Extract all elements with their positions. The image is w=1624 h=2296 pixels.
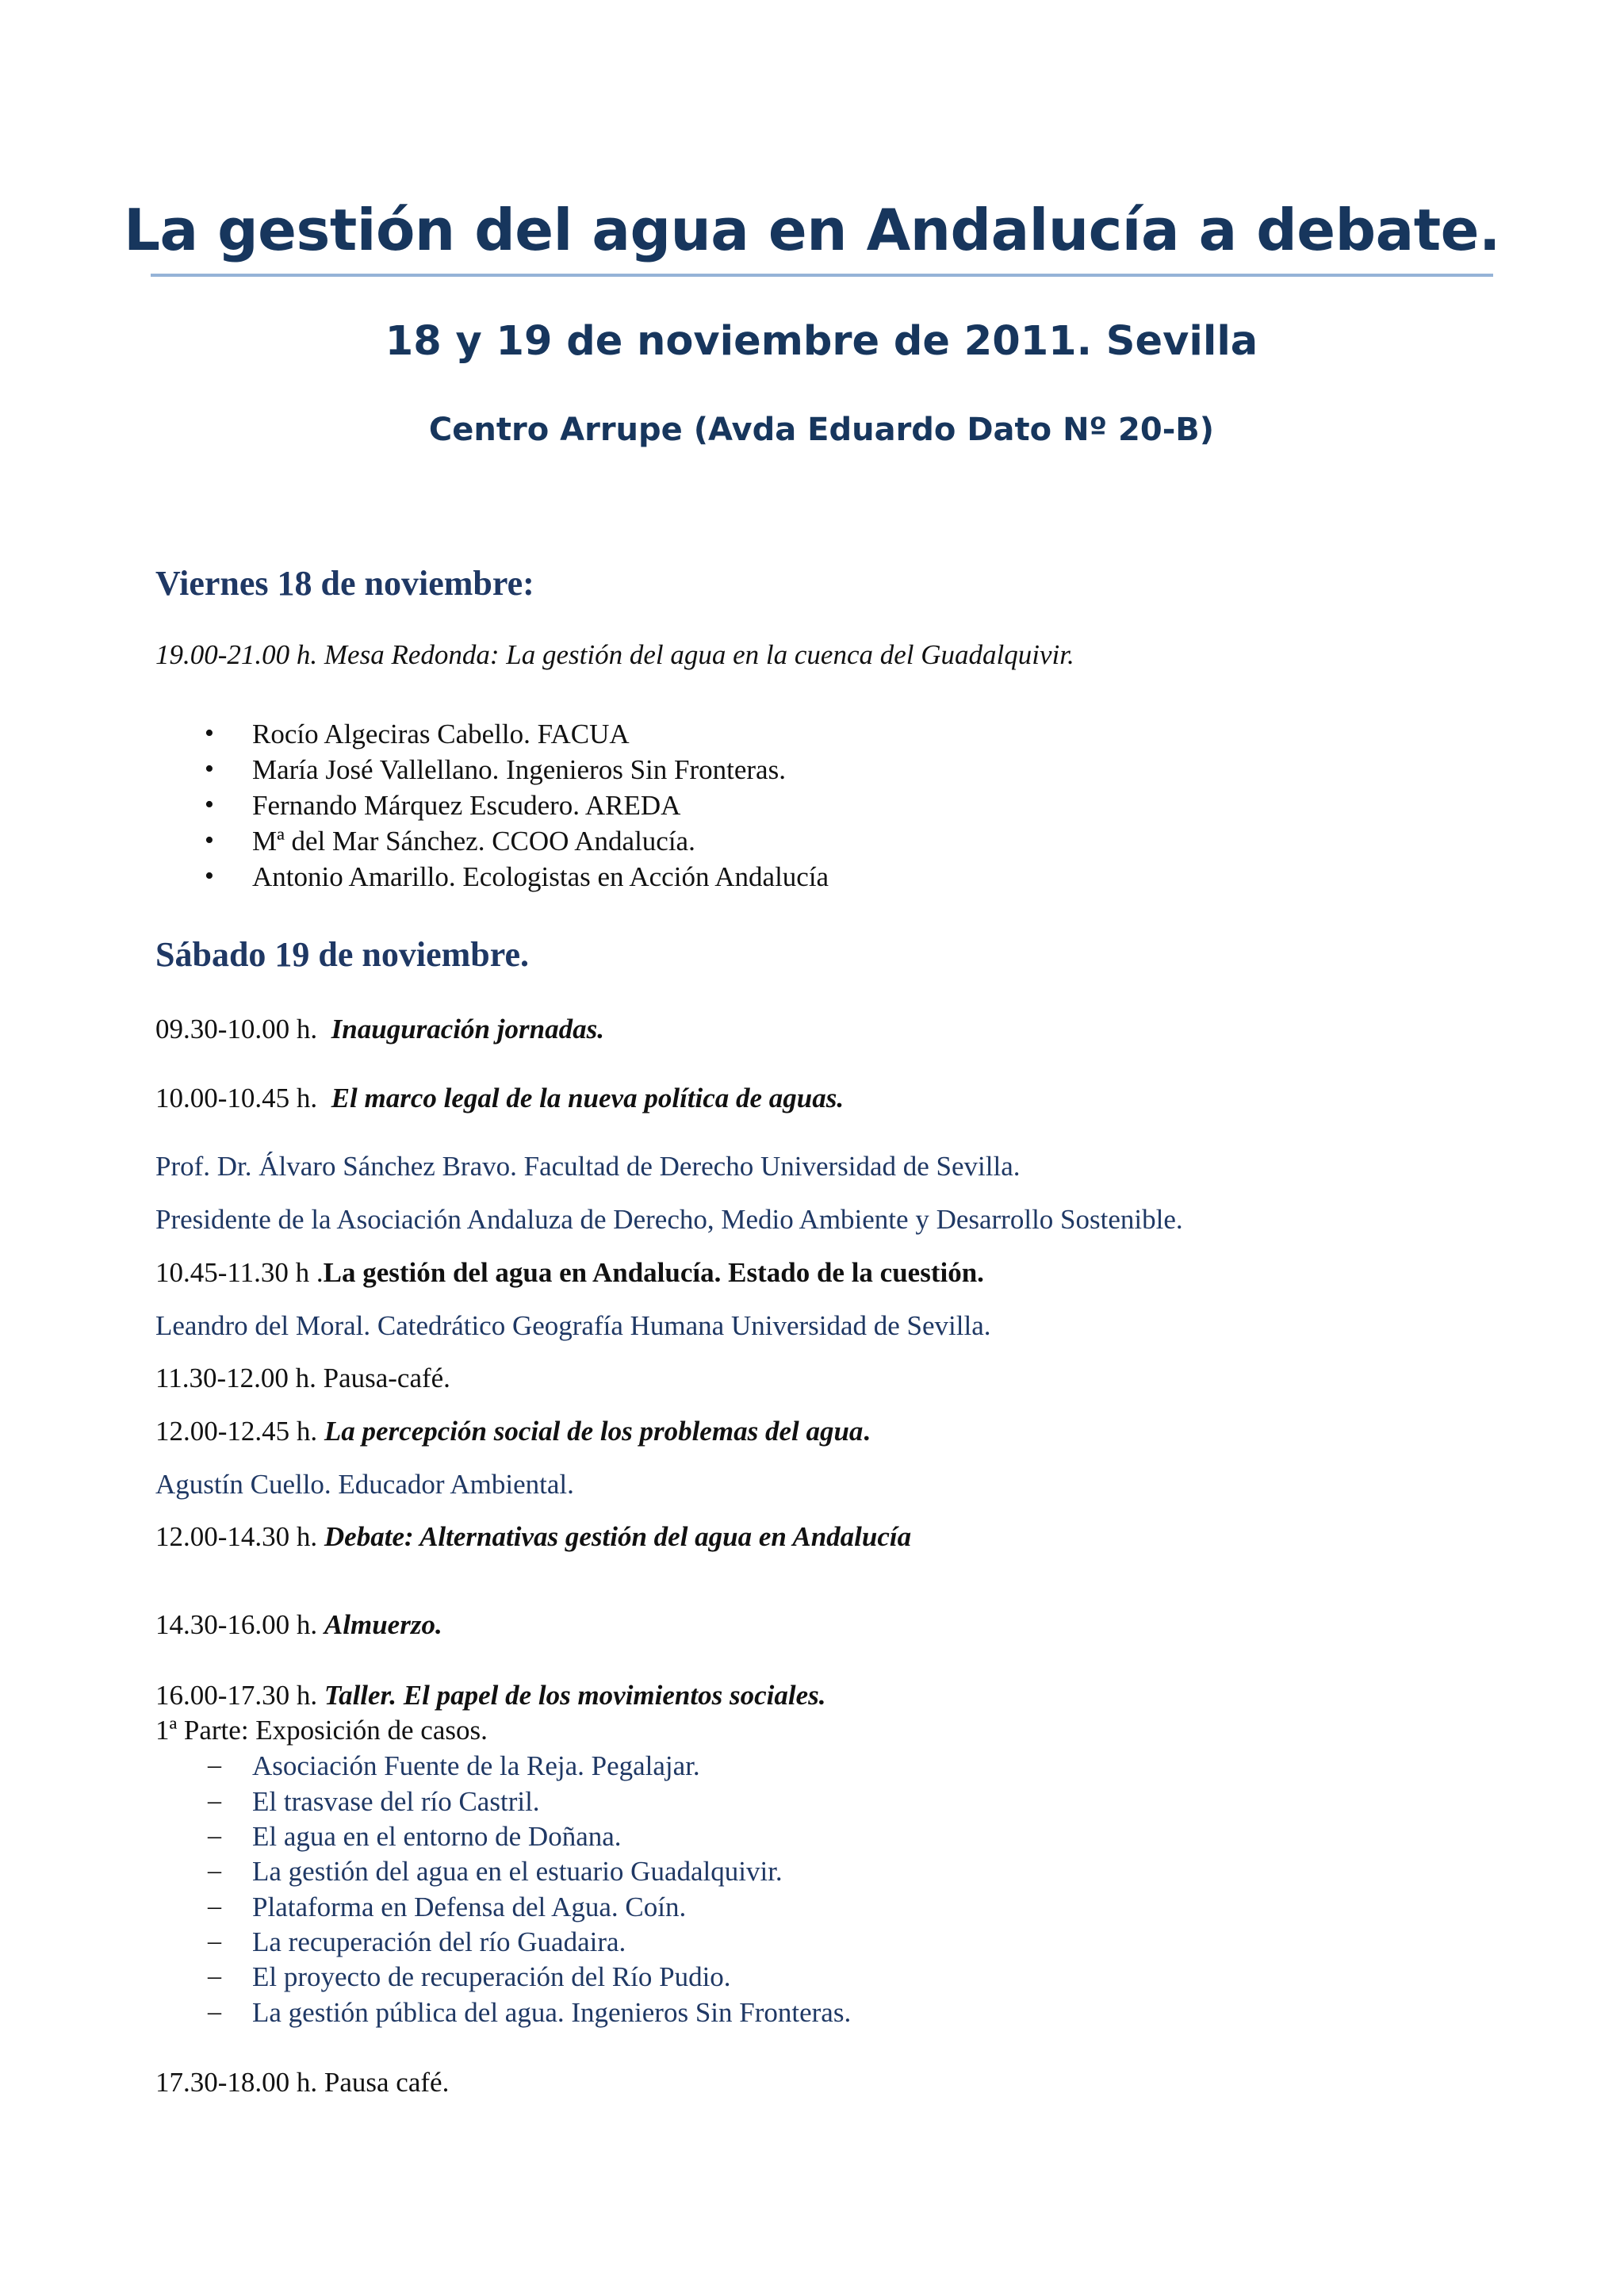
workshop-part-label: 1ª Parte: Exposición de casos.: [155, 1715, 488, 1746]
bullet-icon: •: [205, 754, 214, 784]
case-title: El proyecto de recuperación del Río Pudio.: [252, 1961, 731, 1992]
schedule-title: Inauguración jornadas.: [331, 1014, 604, 1045]
dash-icon: –: [208, 1750, 221, 1780]
schedule-item: [155, 1416, 870, 1447]
saturday-heading: Sábado 19 de noviembre.: [155, 935, 530, 974]
case-title: La recuperación del río Guadaira.: [252, 1926, 626, 1957]
friday-round-table: 19.00-21.00 h. Mesa Redonda: La gestión del agua en la cuenca del Guadalquivir.: [155, 639, 1074, 670]
speaker-line: Leandro del Moral. Catedrático Geografía Humana Universidad de Sevilla.: [155, 1310, 991, 1341]
schedule-time: 16.00-17.30 h.: [155, 1680, 324, 1711]
case-title: Plataforma en Defensa del Agua. Coín.: [252, 1892, 687, 1922]
dash-icon: –: [208, 1821, 221, 1850]
schedule-time: 12.00-14.30 h.: [155, 1521, 324, 1552]
speaker-name: Fernando Márquez Escudero. AREDA: [252, 790, 681, 821]
speaker-name: Mª del Mar Sánchez. CCOO Andalucía.: [252, 826, 695, 857]
schedule-title: Almuerzo.: [324, 1609, 442, 1640]
speaker-line: Presidente de la Asociación Andaluza de Derecho, Medio Ambiente y Desarrollo Sostenible.: [155, 1204, 1183, 1235]
schedule-item: [155, 1680, 826, 1711]
schedule-time: 10.45-11.30 h .: [155, 1257, 324, 1288]
dash-icon: –: [208, 1997, 221, 2026]
bullet-icon: •: [205, 826, 214, 855]
case-title: El agua en el entorno de Doñana.: [252, 1821, 622, 1852]
speaker-name: Antonio Amarillo. Ecologistas en Acción Andalucía: [252, 861, 829, 892]
bullet-icon: •: [205, 719, 214, 748]
schedule-item: [155, 1257, 984, 1289]
schedule-item: 11.30-12.00 h. Pausa-café.: [155, 1363, 450, 1393]
bullet-icon: •: [205, 790, 214, 819]
schedule-title: La percepción social de los problemas del agua: [324, 1416, 864, 1447]
schedule-time: 14.30-16.00 h.: [155, 1609, 324, 1640]
schedule-item: [155, 1083, 844, 1114]
dash-icon: –: [208, 1892, 221, 1921]
speaker-name: Rocío Algeciras Cabello. FACUA: [252, 719, 630, 749]
dash-icon: –: [208, 1961, 221, 1991]
schedule-title: Taller. El papel de los movimientos sociales.: [324, 1680, 826, 1711]
schedule-item: [155, 1521, 911, 1553]
schedule-item: [155, 1014, 604, 1045]
schedule-title: Debate: Alternativas gestión del agua en Andalucía: [324, 1521, 912, 1552]
speaker-line: Prof. Dr. Álvaro Sánchez Bravo. Facultad de Derecho Universidad de Sevilla.: [155, 1151, 1021, 1182]
schedule-time: 10.00-10.45 h.: [155, 1083, 331, 1114]
event-venue: Centro Arrupe (Avda Eduardo Dato Nº 20-B): [428, 412, 1215, 448]
dash-icon: –: [208, 1786, 221, 1815]
page-title: La gestión del agua en Andalucía a debate.: [124, 197, 1500, 263]
case-title: La gestión del agua en el estuario Guadalquivir.: [252, 1856, 783, 1887]
dash-icon: –: [208, 1926, 221, 1956]
schedule-title: La gestión del agua en Andalucía. Estado de la cuestión.: [323, 1257, 984, 1288]
dash-icon: –: [208, 1856, 221, 1885]
case-title: La gestión pública del agua. Ingenieros Sin Fronteras.: [252, 1997, 852, 2028]
friday-heading: Viernes 18 de noviembre:: [155, 564, 534, 603]
schedule-title-end: .: [863, 1416, 871, 1447]
schedule-time: 12.00-12.45 h.: [155, 1416, 324, 1447]
speaker-line: Agustín Cuello. Educador Ambiental.: [155, 1469, 574, 1500]
schedule-item: 17.30-18.00 h. Pausa café.: [155, 2067, 450, 2098]
bullet-icon: •: [205, 861, 214, 891]
schedule-time: 09.30-10.00 h.: [155, 1014, 331, 1045]
speaker-name: María José Vallellano. Ingenieros Sin Fronteras.: [252, 754, 786, 785]
title-divider: [151, 274, 1493, 277]
case-title: El trasvase del río Castril.: [252, 1786, 540, 1817]
case-title: Asociación Fuente de la Reja. Pegalajar.: [252, 1750, 700, 1781]
schedule-item: [155, 1609, 442, 1641]
schedule-title: El marco legal de la nueva política de aguas.: [331, 1083, 845, 1114]
event-date-location: 18 y 19 de noviembre de 2011. Sevilla: [385, 318, 1258, 365]
